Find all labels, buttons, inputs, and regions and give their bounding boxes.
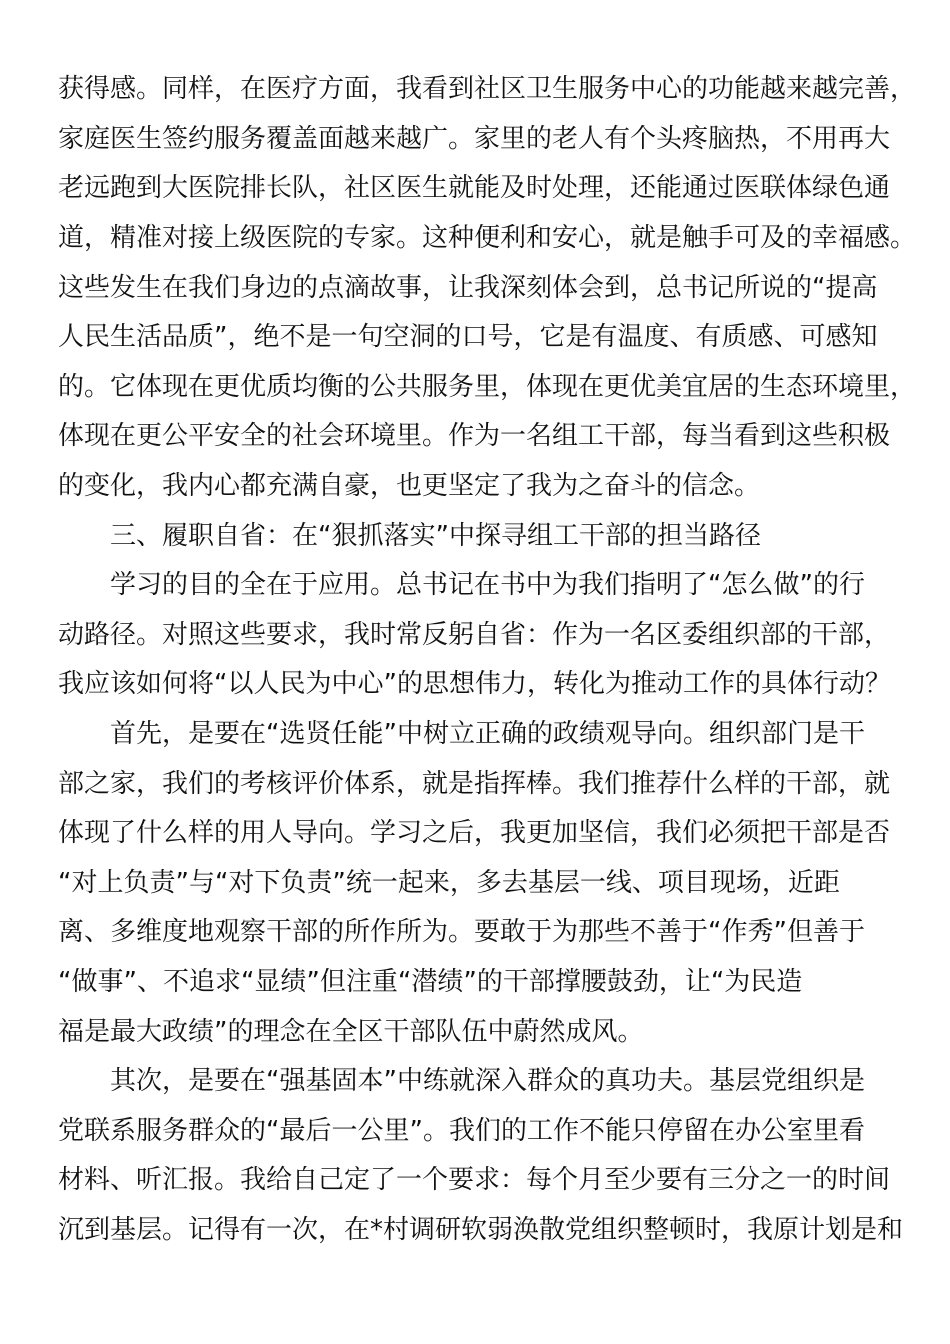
- text-line-5: 这些发生在我们身边的点滴故事，让我深刻体会到，总书记所说的“提高: [58, 273, 878, 303]
- text-line-7: 的。它体现在更优质均衡的公共服务里，体现在更优美宜居的生态环境里，: [58, 372, 917, 402]
- text-line-3: 老远跑到大医院排长队，社区医生就能及时处理，还能通过医联体绿色通: [58, 173, 891, 203]
- text-line-11: 学习的目的全在于应用。总书记在书中为我们指明了“怎么做”的行: [110, 570, 865, 600]
- text-line-4: 道，精准对接上级医院的专家。这种便利和安心，就是触手可及的幸福感。: [58, 223, 917, 253]
- text-line-16: 体现了什么样的用人导向。学习之后，我更加坚信，我们必须把干部是否: [58, 818, 891, 848]
- section-heading: 三、履职自省：在“狠抓落实”中探寻组工干部的担当路径: [110, 521, 761, 551]
- text-line-9: 的变化，我内心都充满自豪，也更坚定了我为之奋斗的信念。: [58, 471, 761, 501]
- text-line-24: 沉到基层。记得有一次，在*村调研软弱涣散党组织整顿时，我原计划是和: [58, 1215, 904, 1245]
- text-line-13: 我应该如何将“以人民为中心”的思想伟力，转化为推动工作的具体行动？: [58, 669, 891, 699]
- text-line-18: 离、多维度地观察干部的所作所为。要敢于为那些不善于“作秀”但善于: [58, 917, 865, 947]
- text-line-8: 体现在更公平安全的社会环境里。作为一名组工干部，每当看到这些积极: [58, 421, 891, 451]
- text-line-14: 首先，是要在“选贤任能”中树立正确的政绩观导向。组织部门是干: [110, 719, 865, 749]
- text-line-22: 党联系服务群众的“最后一公里”。我们的工作不能只停留在办公室里看: [58, 1116, 865, 1146]
- text-line-21: 其次，是要在“强基固本”中练就深入群众的真功夫。基层党组织是: [110, 1066, 865, 1096]
- text-line-2: 家庭医生签约服务覆盖面越来越广。家里的老人有个头疼脑热，不用再大: [58, 124, 891, 154]
- text-line-23: 材料、听汇报。我给自己定了一个要求：每个月至少要有三分之一的时间: [58, 1165, 891, 1195]
- text-line-1: 获得感。同样，在医疗方面，我看到社区卫生服务中心的功能越来越完善，: [58, 74, 917, 104]
- text-line-15: 部之家，我们的考核评价体系，就是指挥棒。我们推荐什么样的干部，就: [58, 769, 891, 799]
- text-line-12: 动路径。对照这些要求，我时常反躬自省：作为一名区委组织部的干部，: [58, 620, 891, 650]
- text-line-17: “对上负责”与“对下负责”统一起来，多去基层一线、项目现场，近距: [58, 868, 840, 898]
- text-line-6: 人民生活品质”，绝不是一句空洞的口号，它是有温度、有质感、可感知: [58, 322, 878, 352]
- text-line-19: “做事”、不追求“显绩”但注重“潜绩”的干部撑腰鼓劲，让“为民造: [58, 967, 803, 997]
- text-line-20: 福是最大政绩”的理念在全区干部队伍中蔚然成风。: [58, 1017, 644, 1047]
